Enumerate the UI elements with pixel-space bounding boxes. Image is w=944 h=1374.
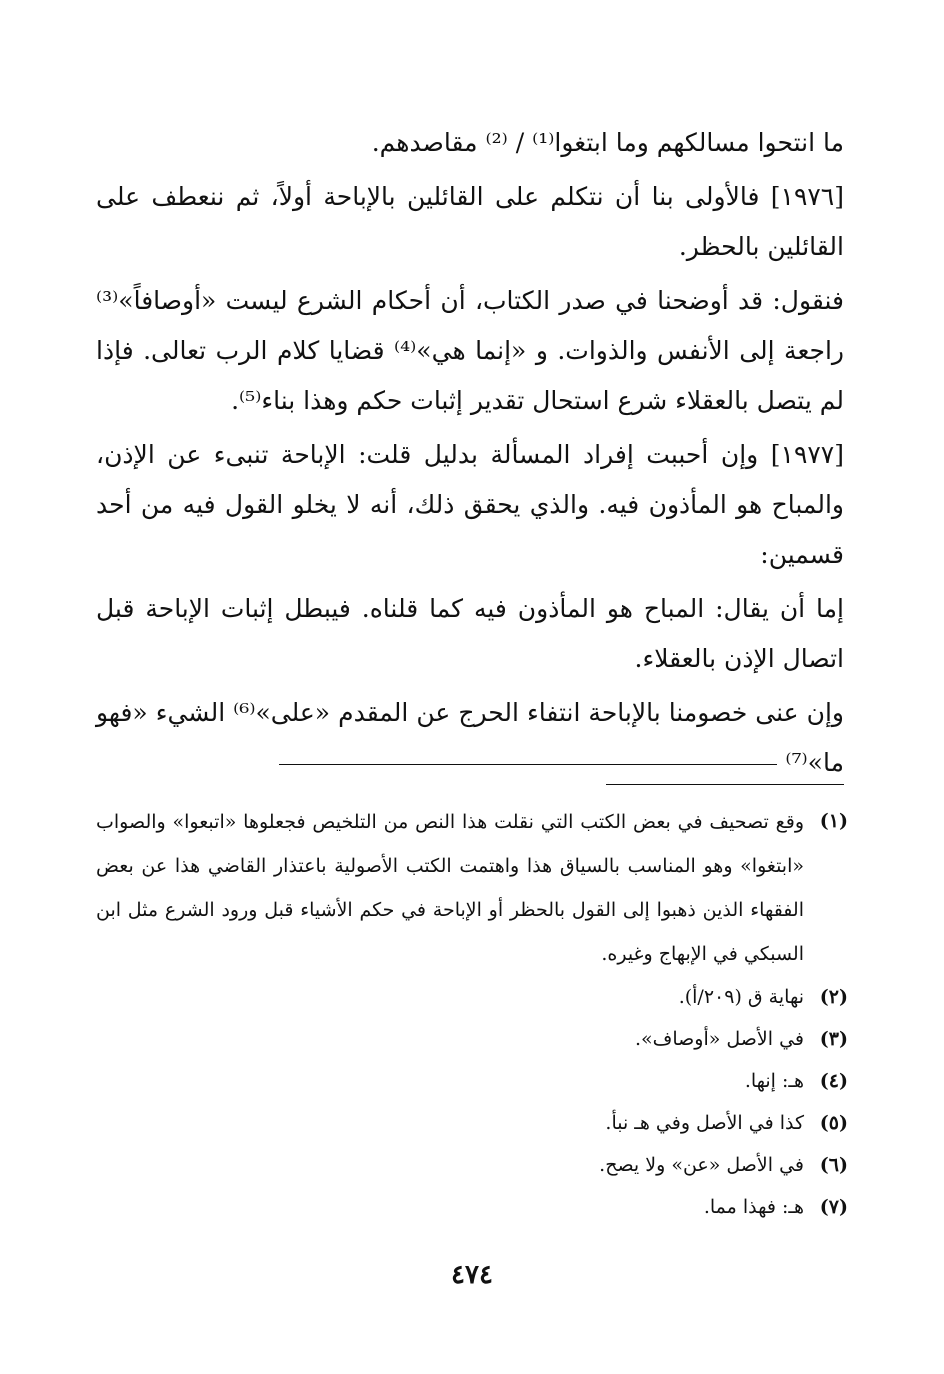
footnote-number: (١) — [819, 810, 848, 832]
footnotes — [96, 800, 848, 1228]
footnote-number: (٦) — [819, 1154, 848, 1176]
footnote-text: في الأصل «أوصاف». — [635, 1028, 804, 1050]
page-number: ٤٧٤ — [451, 1260, 493, 1290]
main-text — [96, 118, 844, 792]
footnote-1 — [96, 800, 848, 976]
footnote-5 — [96, 1102, 848, 1144]
footnote-number: (٤) — [819, 1070, 848, 1092]
paragraph-6: وإن عنى خصومنا بالإباحة انتفاء الحرج عن المقدم «على»⁽⁶⁾ الشيء «فهو ما»⁽⁷⁾ — [96, 698, 844, 777]
footnote-number: (٢) — [819, 986, 848, 1008]
footnote-number: (٧) — [819, 1196, 848, 1218]
footnote-text: هـ: إنها. — [744, 1070, 804, 1092]
footnote-number: (٣) — [819, 1028, 848, 1050]
paragraph-5: إما أن يقال: المباح هو المأذون فيه كما قلناه. فيبطل إثبات الإباحة قبل اتصال الإذن بالعقلاء. — [96, 594, 844, 673]
footnote-4 — [96, 1060, 848, 1102]
paragraph-4: [١٩٧٧] وإن أحببت إفراد المسألة بدليل قلت: الإباحة تنبىء عن الإذن، والمباح هو المأذون فيه. والذي يحقق ذلك، أنه لا يخلو القول فيه من أحد قسمين: — [96, 440, 844, 569]
continuation-line — [279, 764, 777, 765]
footnote-text: هـ: فهذا مما. — [703, 1196, 804, 1218]
footnote-separator — [606, 784, 844, 785]
footnote-text: نهاية ق (٢٠٩/أ). — [678, 986, 804, 1008]
paragraph-1: ما انتحوا مسالكهم وما ابتغوا⁽¹⁾ / ⁽²⁾ مقاصدهم. — [371, 128, 844, 157]
footnote-text: كذا في الأصل وفي هـ نبأ. — [605, 1112, 804, 1134]
footnote-3 — [96, 1018, 848, 1060]
footnote-text: وقع تصحيف في بعض الكتب التي نقلت هذا النص من التلخيص فجعلوها «اتبعوا» والصواب «ابتغوا» وهو المناسب بالسياق هذا واهتمت الكتب الأصولية باعتذار القاضي هذا عن بعض الفقهاء الذين ذهبوا إلى القول بالحظر أو الإباحة في حكم الأشياء قبل ورود الشرع مثل ابن السبكي في الإبهاج وغيره. — [96, 811, 804, 965]
footnote-2 — [96, 976, 848, 1018]
paragraph-3: فنقول: قد أوضحنا في صدر الكتاب، أن أحكام الشرع ليست «أوصافاً»⁽³⁾ راجعة إلى الأنفس والذوات. و «إنما هي»⁽⁴⁾ قضايا كلام الرب تعالى. فإذا لم يتصل بالعقلاء شرع استحال تقدير إثبات حكم وهذا بناء⁽⁵⁾. — [96, 286, 844, 415]
paragraph-2: [١٩٧٦] فالأولى بنا أن نتكلم على القائلين بالإباحة أولاً، ثم ننعطف على القائلين بالحظر. — [96, 182, 844, 261]
footnote-number: (٥) — [819, 1112, 848, 1134]
footnote-6 — [96, 1144, 848, 1186]
footnote-text: في الأصل «عن» ولا يصح. — [599, 1154, 804, 1176]
paragraph-6-wrap — [96, 688, 844, 788]
footnote-7 — [96, 1186, 848, 1228]
